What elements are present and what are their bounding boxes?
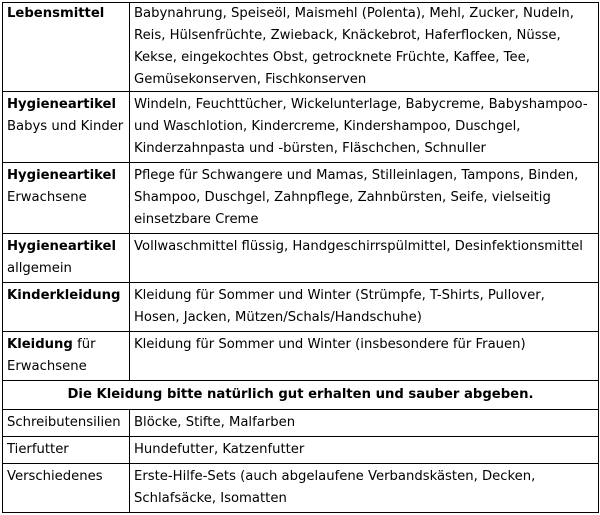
category-cell: Verschiedenes — [3, 464, 130, 513]
category-label-rest: für Erwachsene — [7, 337, 96, 374]
table-row — [3, 92, 599, 163]
category-cell: Tierfutter — [3, 437, 130, 464]
table-row — [3, 3, 599, 92]
donation-table-wrapper — [2, 2, 598, 513]
table-row — [3, 283, 599, 332]
items-cell: Blöcke, Stifte, Malfarben — [130, 410, 599, 437]
category-cell — [3, 332, 130, 381]
table-row — [3, 163, 599, 234]
items-cell: Erste-Hilfe-Sets (auch abgelaufene Verbandskästen, Decken, Schlafsäcke, Isomatten — [130, 464, 599, 513]
items-cell: Babynahrung, Speiseöl, Maismehl (Polenta), Mehl, Zucker, Nudeln, Reis, Hülsenfrüchte, Zwieback, Knäckebrot, Haferflocken, Nüsse, Kekse, eingekochtes Obst, getrocknete Früchte, Kaffee, Tee, Gemüsekonserven, Fischkonserven — [130, 3, 599, 92]
category-label: Kinderkleidung — [7, 288, 121, 303]
items-cell: Hundefutter, Katzenfutter — [130, 437, 599, 464]
category-cell — [3, 92, 130, 163]
category-sublabel: allgemein — [7, 261, 72, 276]
items-cell: Vollwaschmittel flüssig, Handgeschirrspülmittel, Desinfektionsmittel — [130, 234, 599, 283]
category-label: Lebensmittel — [7, 6, 105, 21]
category-cell — [3, 3, 130, 92]
table-row — [3, 437, 599, 464]
items-cell: Pflege für Schwangere und Mamas, Stilleinlagen, Tampons, Binden, Shampoo, Duschgel, Zahnpflege, Zahnbürsten, Seife, vielseitig einsetzbare Creme — [130, 163, 599, 234]
clothing-note: Die Kleidung bitte natürlich gut erhalten und sauber abgeben. — [3, 381, 599, 410]
table-row — [3, 234, 599, 283]
items-cell: Kleidung für Sommer und Winter (Strümpfe, T-Shirts, Pullover, Hosen, Jacken, Mützen/Schals/Handschuhe) — [130, 283, 599, 332]
category-label: Hygieneartikel — [7, 239, 116, 254]
category-label: Kleidung — [7, 337, 73, 352]
category-label: Hygieneartikel — [7, 97, 116, 112]
category-sublabel: Babys und Kinder — [7, 119, 124, 134]
table-row — [3, 410, 599, 437]
category-sublabel: Erwachsene — [7, 190, 87, 205]
category-label: Hygieneartikel — [7, 168, 116, 183]
category-cell — [3, 283, 130, 332]
category-cell — [3, 234, 130, 283]
items-cell: Windeln, Feuchttücher, Wickelunterlage, Babycreme, Babyshampoo- und Waschlotion, Kindercreme, Kindershampoo, Duschgel, Kinderzahnpasta und -bürsten, Fläschchen, Schnuller — [130, 92, 599, 163]
category-cell: Schreibutensilien — [3, 410, 130, 437]
category-cell — [3, 163, 130, 234]
donation-list-table — [2, 2, 599, 513]
items-cell: Kleidung für Sommer und Winter (insbesondere für Frauen) — [130, 332, 599, 381]
table-row — [3, 464, 599, 513]
note-row — [3, 381, 599, 410]
table-row — [3, 332, 599, 381]
